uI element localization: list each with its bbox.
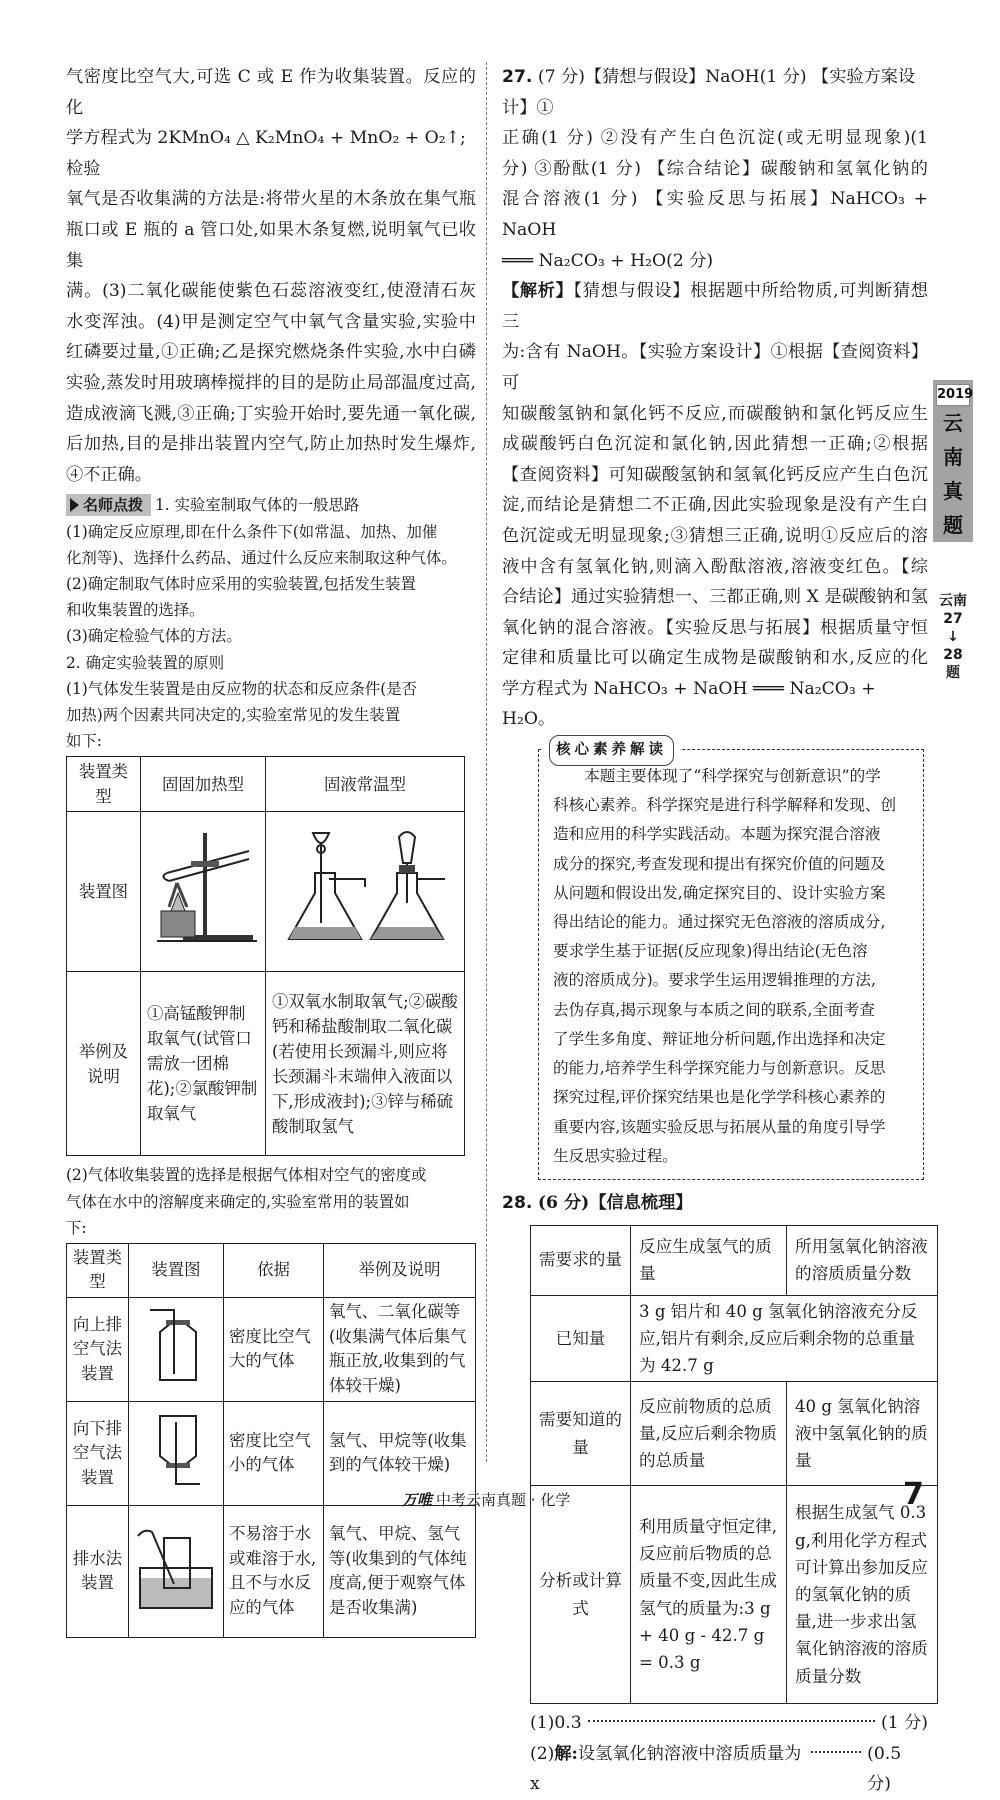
tip-line: 加热)两个因素共同决定的,实验室常见的发生装置 xyxy=(66,705,401,724)
table-cell: 根据生成氢气 0.3 g,利用化学方程式可计算出参加反应的氢氧化钠的质量,进一步求出氢氧化钠溶液的溶质质量分数 xyxy=(787,1486,938,1704)
analysis-line: 液中含有氢氧化钠,则滴入酚酞溶液,溶液变红色。【综 xyxy=(502,556,928,577)
table-row xyxy=(67,812,465,972)
tip-line: (1)确定反应原理,即在什么条件下(如常温、加热、加催 xyxy=(66,522,438,541)
table-header: 固液常温型 xyxy=(266,757,465,812)
analysis-line: 色沉淀或无明显现象;③猜想三正确,说明①反应后的溶 xyxy=(502,525,928,546)
q28-heading: (6 分)【信息梳理】 xyxy=(537,1192,693,1213)
triangle-icon xyxy=(70,498,79,512)
table-cell: 利用质量守恒定律,反应前后物质的总质量不变,因此生成氢气的质量为:3 g + 40 g - 42.7 g = 0.3 g xyxy=(631,1486,787,1704)
table-cell: ①双氧水制取氧气;②碳酸钙和稀盐酸制取二氧化碳(若使用长颈漏斗,则应将长颈漏斗末端伸入液面以下,形成液封);③锌与稀硫酸制取氢气 xyxy=(266,972,465,1156)
analysis-text: 【猜想与假设】根据题中所给物质,可判断猜想三 xyxy=(502,281,928,332)
generator-table xyxy=(66,756,465,1156)
analysis-line: 【查阅资料】可知碳酸氢钠和氢氧化钙反应产生白色沉 xyxy=(502,464,928,485)
q28-line xyxy=(502,1188,928,1219)
core-line: 成分的探究,考查发现和提出有探究价值的问题及 xyxy=(553,854,886,873)
text-line: 瓶口或 E 瓶的 a 管口处,如果木条复燃,说明氧气已收集 xyxy=(66,219,476,271)
info-table xyxy=(530,1225,938,1705)
tip-line: (1)气体发生装置是由反应物的状态和反应条件(是否 xyxy=(66,679,418,698)
equation-line xyxy=(66,123,476,184)
water-displacement-apparatus xyxy=(129,1505,224,1637)
core-line: 从问题和假设出发,确定探究目的、设计实验方案 xyxy=(553,883,886,902)
table-cell: 反应生成氢气的质量 xyxy=(631,1225,787,1295)
core-line: 了学生多角度、辩证地分析问题,作出选择和决定 xyxy=(553,1029,886,1048)
left-column xyxy=(66,62,476,1638)
answer-text: (7 分)【猜想与假设】NaOH(1 分) 【实验方案设计】① xyxy=(502,67,916,118)
table-header: 依据 xyxy=(224,1243,324,1297)
table-cell: 向下排空气法装置 xyxy=(67,1401,129,1505)
core-line: 重要内容,该题实验反思与拓展从量的角度引导学 xyxy=(553,1117,886,1136)
dotted-leader xyxy=(811,1751,861,1753)
text-line: 红磷要过量,①正确;乙是探究燃烧条件实验,水中白磷 xyxy=(66,342,476,363)
table-cell: 反应前物质的总质量,反应后剩余物质的总质量 xyxy=(631,1382,787,1486)
text-line: 气密度比空气大,可选 C 或 E 作为收集装置。反应的化 xyxy=(66,67,476,118)
text-line: ④不正确。 xyxy=(66,464,152,485)
core-line: 的能力,培养学生科学探究能力与创新意识。反思 xyxy=(553,1059,886,1078)
core-line: 探究过程,评价探究结果也是化学学科核心素养的 xyxy=(553,1088,886,1107)
question-number: 27. xyxy=(502,67,533,87)
answer-1 xyxy=(530,1708,928,1739)
side-range xyxy=(935,592,971,682)
table-cell: 已知量 xyxy=(531,1295,631,1382)
table-row xyxy=(531,1486,938,1704)
table-header: 装置图 xyxy=(129,1243,224,1297)
side-tab xyxy=(933,380,973,542)
analysis-line: 定律和质量比可以确定生成物是碳酸钠和水,反应的化 xyxy=(502,648,928,669)
side-tab-year: 2019 xyxy=(936,384,970,406)
analysis-line: 氧化钠的混合溶液。【实验反思与拓展】根据质量守恒 xyxy=(502,617,928,638)
table-row xyxy=(67,1505,476,1637)
answer-2-solve: 解: xyxy=(554,1743,578,1764)
right-column xyxy=(502,62,928,1800)
page-number: 7 xyxy=(903,1477,924,1512)
table-header: 固固加热型 xyxy=(141,757,266,812)
side-tab-char: 真 xyxy=(943,479,963,503)
answer-2-prefix: (2) xyxy=(530,1743,555,1764)
downward-air-apparatus xyxy=(129,1401,224,1505)
text-line: 满。(3)二氧化碳能使紫色石蕊溶液变红,使澄清石灰 xyxy=(66,281,476,302)
collection-intro xyxy=(66,1162,476,1241)
table-row xyxy=(531,1295,938,1382)
answer-line: 正确(1 分) ②没有产生白色沉淀(或无明显现象)(1 xyxy=(502,128,928,149)
analysis-line: 成碳酸钙白色沉淀和氯化钠,因此猜想一正确;②根据 xyxy=(502,434,928,455)
downward-air-apparatus-icon xyxy=(146,1408,206,1492)
tip-line: 化剂等)、选择什么药品、通过什么反应来制取这种气体。 xyxy=(66,548,457,567)
analysis-line: 淀,而结论是猜想二不正确,因此实验现象是没有产生白 xyxy=(502,495,928,516)
tip-line: 和收集装置的选择。 xyxy=(66,601,205,620)
solid-heat-apparatus xyxy=(141,812,266,972)
table-cell: 氢气、甲烷等(收集到的气体较干燥) xyxy=(324,1401,476,1505)
table-header: 举例及说明 xyxy=(324,1243,476,1297)
text-line: 气体在水中的溶解度来确定的,实验室常用的装置如 xyxy=(66,1192,410,1211)
text-line: 下: xyxy=(66,1218,87,1237)
upward-air-apparatus-icon xyxy=(146,1304,206,1388)
table-header: 装置类型 xyxy=(67,1243,129,1297)
tip-line: 1. 实验室制取气体的一般思路 xyxy=(155,496,360,515)
core-line: 造和应用的科学实践活动。本题为探究混合溶液 xyxy=(553,825,881,844)
text-line: 实验,蒸发时用玻璃棒搅拌的目的是防止局部温度过高, xyxy=(66,372,476,393)
column-divider xyxy=(486,62,487,1462)
tip-badge-label: 名师点拨 xyxy=(83,496,144,515)
table-cell: 40 g 氢氧化钠溶液中氢氧化钠的质量 xyxy=(787,1382,938,1486)
equation-prefix: 学方程式为 xyxy=(66,128,152,149)
table-cell: ①高锰酸钾制取氧气(试管口需放一团棉花);②氯酸钾制取氧气 xyxy=(141,972,266,1156)
table-header: 装置类型 xyxy=(67,757,141,812)
core-line: 液的溶质成分)。要求学生运用逻辑推理的方法, xyxy=(553,971,876,990)
tip-line: 2. 确定实验装置的原则 xyxy=(66,653,225,672)
table-cell: 氧气、甲烷、氢气等(收集到的气体纯度高,便于观察气体是否收集满) xyxy=(324,1505,476,1637)
analysis-label: 【解析】 xyxy=(502,281,574,302)
teacher-tip xyxy=(66,492,476,754)
side-range-end: 28 xyxy=(943,647,963,663)
answer-2-score: (0.5 分) xyxy=(867,1743,902,1795)
table-cell: 所用氢氧化钠溶液的溶质质量分数 xyxy=(787,1225,938,1295)
footer-title-text: 中考云南真题 · 化学 xyxy=(436,1491,571,1509)
side-tab-char: 南 xyxy=(943,445,963,469)
table-row xyxy=(67,972,465,1156)
answer-2 xyxy=(530,1739,928,1800)
text-line: 造成液滴飞溅,③正确;丁实验开始时,要先通一氧化碳, xyxy=(66,403,476,424)
table-row xyxy=(531,1225,938,1295)
upward-air-apparatus xyxy=(129,1297,224,1401)
core-literacy-title-text: 核心素养解读 xyxy=(549,735,674,766)
side-tab-char: 题 xyxy=(943,513,963,537)
table-cell: 密度比空气大的气体 xyxy=(224,1297,324,1401)
table-cell: 装置图 xyxy=(67,812,141,972)
core-line: 生反思实验过程。 xyxy=(553,1146,678,1165)
tip-line: (2)确定制取气体时应采用的实验装置,包括发生装置 xyxy=(66,574,416,593)
core-line: 得出结论的能力。通过探究无色溶液的溶质成分, xyxy=(553,913,886,932)
table-cell: 分析或计算式 xyxy=(531,1486,631,1704)
water-displacement-apparatus-icon xyxy=(134,1518,218,1618)
answer-line: 混合溶液(1 分) 【实验反思与拓展】NaHCO₃ + NaOH xyxy=(502,189,928,240)
answer-2-body: 设氢氧化钠溶液中溶质质量为 x xyxy=(530,1743,802,1795)
table-cell: 氧气、二氧化碳等(收集满气体后集气瓶正放,收集到的气体较干燥) xyxy=(324,1297,476,1401)
collection-table xyxy=(66,1243,476,1638)
tip-header xyxy=(66,492,476,518)
answer-2-text xyxy=(530,1739,805,1800)
core-line: 本题主要体现了“科学探究与创新意识”的学 xyxy=(584,767,881,786)
tip-line: 如下: xyxy=(66,732,102,751)
footer-title xyxy=(402,1489,570,1510)
table-cell: 需要求的量 xyxy=(531,1225,631,1295)
side-range-start: 27 xyxy=(943,611,963,627)
analysis-line: 知碳酸氢钠和氯化钙不反应,而碳酸钠和氯化钙反应生 xyxy=(502,403,928,424)
brand-logo: 万唯 xyxy=(402,1491,433,1509)
core-line: 去伪存真,揭示现象与本质之间的联系,全面考查 xyxy=(553,1000,875,1019)
side-range-region: 云南 xyxy=(939,593,967,609)
solid-heat-apparatus-icon xyxy=(147,823,259,953)
down-arrow-icon: ↓ xyxy=(947,629,959,645)
q27-line xyxy=(502,62,928,123)
core-literacy-title xyxy=(543,735,680,766)
text-line: 后加热,目的是排出装置内空气,防止加热时发生爆炸, xyxy=(66,434,476,455)
table-cell: 密度比空气小的气体 xyxy=(224,1401,324,1505)
answer-line: ═══ Na₂CO₃ + H₂O(2 分) xyxy=(502,250,714,271)
analysis-line: 学方程式为 NaHCO₃ + NaOH ═══ Na₂CO₃ + H₂O。 xyxy=(502,678,876,730)
side-tab-char: 云 xyxy=(943,411,963,435)
dotted-leader xyxy=(588,1720,875,1722)
solid-liquid-apparatus-icon xyxy=(275,823,455,953)
core-line: 科核心素养。科学探究是进行科学解释和发现、创 xyxy=(553,796,897,815)
core-line: 要求学生基于证据(反应现象)得出结论(无色溶 xyxy=(553,942,868,961)
table-row xyxy=(67,757,465,812)
text-line: (2)气体收集装置的选择是根据气体相对空气的密度或 xyxy=(66,1166,427,1185)
analysis-line: 为:含有 NaOH。【实验方案设计】①根据【查阅资料】可 xyxy=(502,342,928,393)
text-line: 氧气是否收集满的方法是:将带火星的木条放在集气瓶 xyxy=(66,189,476,210)
analysis-line xyxy=(502,276,928,337)
tip-badge xyxy=(66,494,151,516)
table-cell: 排水法装置 xyxy=(67,1505,129,1637)
analysis-line: 合结论】通过实验猜想一、三都正确,则 X 是碳酸钠和氢 xyxy=(502,587,928,608)
table-row xyxy=(67,1243,476,1297)
answer-line: 分) ③酚酞(1 分) 【综合结论】碳酸钠和氢氧化钠的 xyxy=(502,158,928,179)
equation-text: 2KMnO₄ △ K₂MnO₄ + MnO₂ + O₂↑;检验 xyxy=(66,128,466,179)
table-row xyxy=(67,1297,476,1401)
table-cell: 向上排空气法装置 xyxy=(67,1297,129,1401)
table-cell: 3 g 铝片和 40 g 氢氧化钠溶液充分反应,铝片有剩余,反应后剩余物的总重量为 42.7 g xyxy=(631,1295,938,1382)
side-range-suffix: 题 xyxy=(946,665,960,681)
core-literacy-box xyxy=(538,742,924,1180)
tip-line: (3)确定检验气体的方法。 xyxy=(66,627,242,646)
table-cell: 举例及说明 xyxy=(67,972,141,1156)
answer-1-score: (1 分) xyxy=(881,1713,928,1734)
table-cell: 不易溶于水或难溶于水,且不与水反应的气体 xyxy=(224,1505,324,1637)
table-cell: 需要知道的量 xyxy=(531,1382,631,1486)
text-line: 水变浑浊。(4)甲是测定空气中氧气含量实验,实验中 xyxy=(66,311,476,332)
question-number: 28. xyxy=(502,1192,533,1213)
table-row xyxy=(531,1382,938,1486)
solid-liquid-apparatus xyxy=(266,812,465,972)
answer-1-text: (1)0.3 xyxy=(530,1713,582,1734)
